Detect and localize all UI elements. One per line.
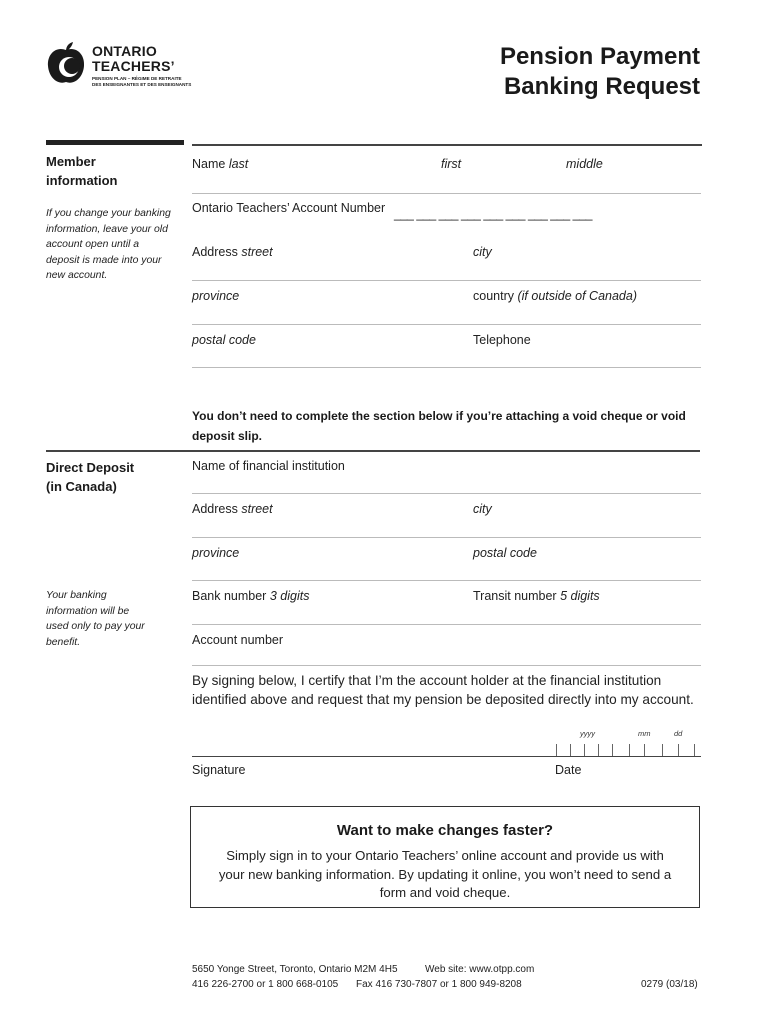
dd-heading-line1: Direct Deposit bbox=[46, 460, 135, 475]
logo-sub-line2: DES ENSEIGNANTES ET DES ENSEIGNANTS bbox=[92, 81, 192, 87]
section-divider-thin bbox=[192, 144, 702, 146]
direct-deposit-divider bbox=[46, 450, 700, 452]
member-info-heading bbox=[46, 152, 118, 190]
footer-website[interactable]: Web site: www.otpp.com bbox=[425, 964, 535, 975]
postal-code-label: postal code bbox=[192, 333, 256, 347]
footer-address: 5650 Yonge Street, Toronto, Ontario M2M 4H5 bbox=[192, 964, 398, 975]
bank-province-line bbox=[192, 580, 701, 581]
name-line bbox=[192, 193, 701, 194]
member-heading-line2: information bbox=[46, 173, 118, 188]
city-label: city bbox=[473, 245, 492, 259]
date-tick bbox=[694, 744, 695, 756]
ontario-teachers-logo bbox=[46, 36, 206, 96]
account-number-bank-field[interactable] bbox=[192, 632, 283, 648]
form-code: 0279 (03/18) bbox=[641, 979, 698, 990]
direct-deposit-note: Your banking information will be used only to pay your benefit. bbox=[46, 590, 145, 648]
country-label: country bbox=[473, 289, 514, 303]
promo-heading: Want to make changes faster? bbox=[336, 822, 554, 839]
member-address-field[interactable] bbox=[192, 244, 273, 260]
date-tick bbox=[678, 744, 679, 756]
bank-postal-code-field[interactable] bbox=[473, 545, 537, 561]
date-yyyy-label: yyyy bbox=[580, 729, 595, 738]
online-account-promo bbox=[190, 806, 700, 908]
date-tick bbox=[556, 744, 557, 756]
member-province-field[interactable] bbox=[192, 288, 239, 304]
section-divider-thick bbox=[46, 140, 184, 145]
institution-field[interactable] bbox=[192, 458, 345, 474]
last-name-label: last bbox=[228, 157, 249, 171]
date-label: Date bbox=[555, 763, 582, 777]
date-tick bbox=[612, 744, 613, 756]
logo-name-line2: TEACHERS’ bbox=[92, 58, 175, 74]
apple-logo-icon bbox=[46, 42, 86, 86]
address-label: Address bbox=[192, 245, 238, 259]
page-title-line2: Banking Request bbox=[503, 73, 700, 100]
bank-city-label: city bbox=[473, 502, 492, 516]
middle-name-field[interactable] bbox=[566, 156, 603, 172]
transit-number-field[interactable] bbox=[473, 588, 600, 604]
bank-province-field[interactable] bbox=[192, 545, 239, 561]
name-field[interactable] bbox=[192, 156, 248, 172]
date-tick bbox=[598, 744, 599, 756]
province-line bbox=[192, 324, 701, 325]
telephone-label: Telephone bbox=[473, 333, 531, 347]
transit-digits-hint: 5 digits bbox=[560, 589, 600, 603]
page-title bbox=[500, 42, 700, 102]
date-field[interactable] bbox=[556, 729, 700, 756]
date-dd-label: dd bbox=[674, 729, 683, 738]
bank-address-line bbox=[192, 537, 701, 538]
bank-address-label: Address bbox=[192, 502, 238, 516]
date-tick bbox=[570, 744, 571, 756]
logo-sub-line1: PENSION PLAN – RÉGIME DE RETRAITE bbox=[92, 76, 182, 81]
member-country-field[interactable] bbox=[473, 288, 637, 304]
signature-line[interactable] bbox=[192, 756, 701, 757]
footer-phone: 416 226-2700 or 1 800 668-0105 bbox=[192, 979, 339, 990]
first-name-field[interactable] bbox=[441, 156, 461, 172]
bank-account-number-label: Account number bbox=[192, 633, 284, 647]
logo-wordmark bbox=[92, 44, 175, 74]
address-line bbox=[192, 280, 701, 281]
bank-number-line bbox=[192, 624, 701, 625]
bank-postal-code-label: postal code bbox=[473, 546, 537, 560]
account-number-blanks[interactable]: ___ ___ ___ ___ ___ ___ ___ ___ ___ bbox=[394, 207, 592, 221]
bank-street-label: street bbox=[241, 502, 273, 516]
account-number-label: Ontario Teachers’ Account Number bbox=[192, 201, 386, 215]
logo-name-line1: ONTARIO bbox=[92, 43, 157, 59]
bank-city-field[interactable] bbox=[473, 501, 492, 517]
transit-number-label: Transit number bbox=[473, 589, 557, 603]
member-city-field[interactable] bbox=[473, 244, 492, 260]
date-mm-label: mm bbox=[638, 729, 651, 738]
country-note: (if outside of Canada) bbox=[517, 289, 637, 303]
void-cheque-note: You don’t need to complete the section below if you’re attaching a void cheque or void deposit slip. bbox=[192, 409, 686, 443]
account-number-line bbox=[192, 665, 701, 666]
promo-body: Simply sign in to your Ontario Teachers’ online account and provide us with your new banking information. By updating it online, you won’t need to send a form and void cheque. bbox=[218, 848, 672, 900]
dd-heading-line2: (in Canada) bbox=[46, 479, 117, 494]
certification-text: By signing below, I certify that I’m the account holder at the financial institution identified above and request that my pension be deposited directly into my account. bbox=[192, 673, 694, 707]
street-label: street bbox=[241, 245, 273, 259]
bank-province-label: province bbox=[192, 546, 240, 560]
date-tick bbox=[629, 744, 630, 756]
postal-line bbox=[192, 367, 701, 368]
member-info-note: If you change your banking information, leave your old account open until a deposit is made into your new account. bbox=[46, 208, 171, 281]
signature-label: Signature bbox=[192, 763, 246, 777]
middle-name-label: middle bbox=[566, 157, 603, 171]
institution-line bbox=[192, 493, 701, 494]
institution-label: Name of financial institution bbox=[192, 459, 345, 473]
first-name-label: first bbox=[441, 157, 462, 171]
date-tick bbox=[584, 744, 585, 756]
account-number-field[interactable] bbox=[192, 200, 385, 216]
bank-number-label: Bank number bbox=[192, 589, 267, 603]
bank-address-field[interactable] bbox=[192, 501, 273, 517]
member-heading-line1: Member bbox=[46, 154, 96, 169]
bank-digits-hint: 3 digits bbox=[269, 589, 310, 603]
province-label: province bbox=[192, 289, 240, 303]
date-tick bbox=[644, 744, 645, 756]
member-telephone-field[interactable] bbox=[473, 332, 531, 348]
footer-fax: Fax 416 730-7807 or 1 800 949-8208 bbox=[356, 979, 522, 990]
bank-number-field[interactable] bbox=[192, 588, 309, 604]
logo-subtitle bbox=[92, 76, 202, 87]
date-tick bbox=[662, 744, 663, 756]
name-label: Name bbox=[192, 157, 226, 171]
direct-deposit-heading bbox=[46, 458, 134, 496]
member-postal-code-field[interactable] bbox=[192, 332, 256, 348]
page-title-line1: Pension Payment bbox=[499, 43, 700, 70]
